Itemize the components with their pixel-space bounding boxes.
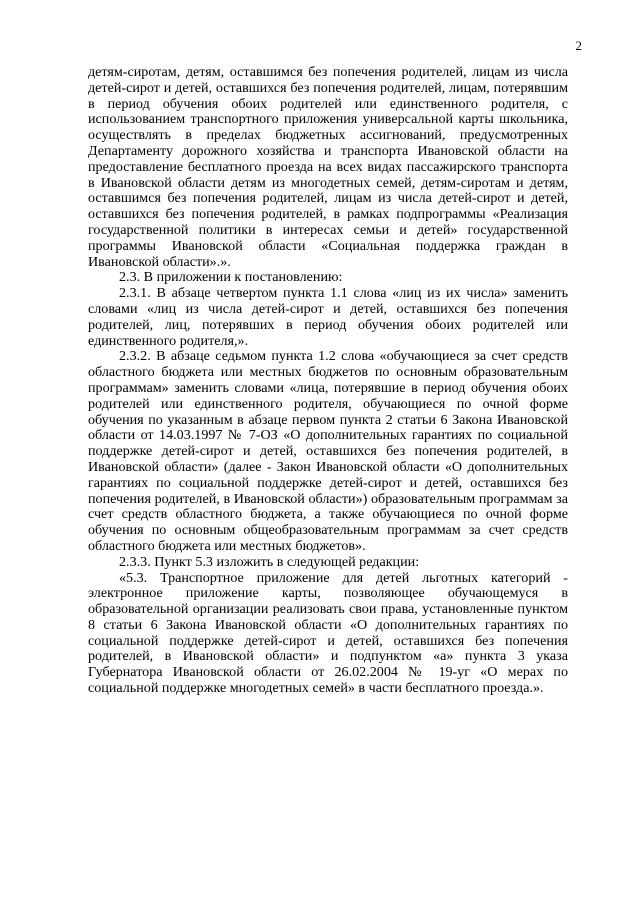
page-number: 2 <box>575 38 582 53</box>
paragraph-5-3-quote: «5.3. Транспортное приложение для детей льготных категорий - электронное приложение карты, позволяющее обучающемуся в образовательной организации реализовать свои права, установленные пунктом 8 статьи 6 Закона Ивановской области «О дополнительных гарантиях по социальной поддержке детей-сирот и детей, оставшихся без попечения родителей, в Ивановской области» и подпунктом «а» пункта 3 указа Губернатора Ивановской области от 26.02.2004 № 19-уг «О мерах по социальной поддержке многодетных семей» в части бесплатного проезда.». <box>88 569 568 697</box>
document-body <box>88 65 568 697</box>
paragraph-2-3: 2.3. В приложении к постановлению: <box>119 269 343 286</box>
paragraph-2-3-2: 2.3.2. В абзаце седьмом пункта 1.2 слова «обучающиеся за счет средств областного бюджета или местных бюджетов по основным образовательным программам» заменить словами «лица, потерявшие в период обучения обоих родителей или единственного родителя, обучающиеся по очной форме обучения по указанным в абзаце первом пункта 2 статьи 6 Закона Ивановской области от 14.03.1997 № 7-ОЗ «О дополнительных гарантиях по социальной поддержке детей-сирот и детей, оставшихся без попечения родителей, в Ивановской области» (далее - Закон Ивановской области «О дополнительных гарантиях по социальной поддержке детей-сирот и детей, оставшихся без попечения родителей, в Ивановской области») образовательным программам за счет средств областного бюджета, а также обучающиеся по очной форме обучения по основным общеобразовательным программам за счет средств областного бюджета или местных бюджетов». <box>88 348 568 554</box>
paragraph-2-3-1: 2.3.1. В абзаце четвертом пункта 1.1 слова «лиц из их числа» заменить словами «лиц из числа детей-сирот и детей, оставшихся без попечения родителей, лиц, потерявших в период обучения обоих родителей или единственного родителя,». <box>88 285 568 349</box>
paragraph-continuation: детям-сиротам, детям, оставшимся без попечения родителей, лицам из числа детей-сирот и детей, оставшихся без попечения родителей, лицам, потерявшим в период обучения обоих родителей или единственного родителя, с использованием транспортного приложения универсальной карты школьника, осуществлять в пределах бюджетных ассигнований, предусмотренных Департаменту дорожного хозяйства и транспорта Ивановской области на предоставление бесплатного проезда на всех видах пассажирского транспорта в Ивановской области детям из многодетных семей, детям-сиротам и детям, оставшимся без попечения родителей, лицам из числа детей-сирот и детей, оставшихся без попечения родителей, в рамках подпрограммы «Реализация государственной политики в интересах семьи и детей» государственной программы Ивановской области «Социальная поддержка граждан в Ивановской области».». <box>88 64 568 270</box>
paragraph-2-3-3: 2.3.3. Пункт 5.3 изложить в следующей редакции: <box>119 553 420 570</box>
